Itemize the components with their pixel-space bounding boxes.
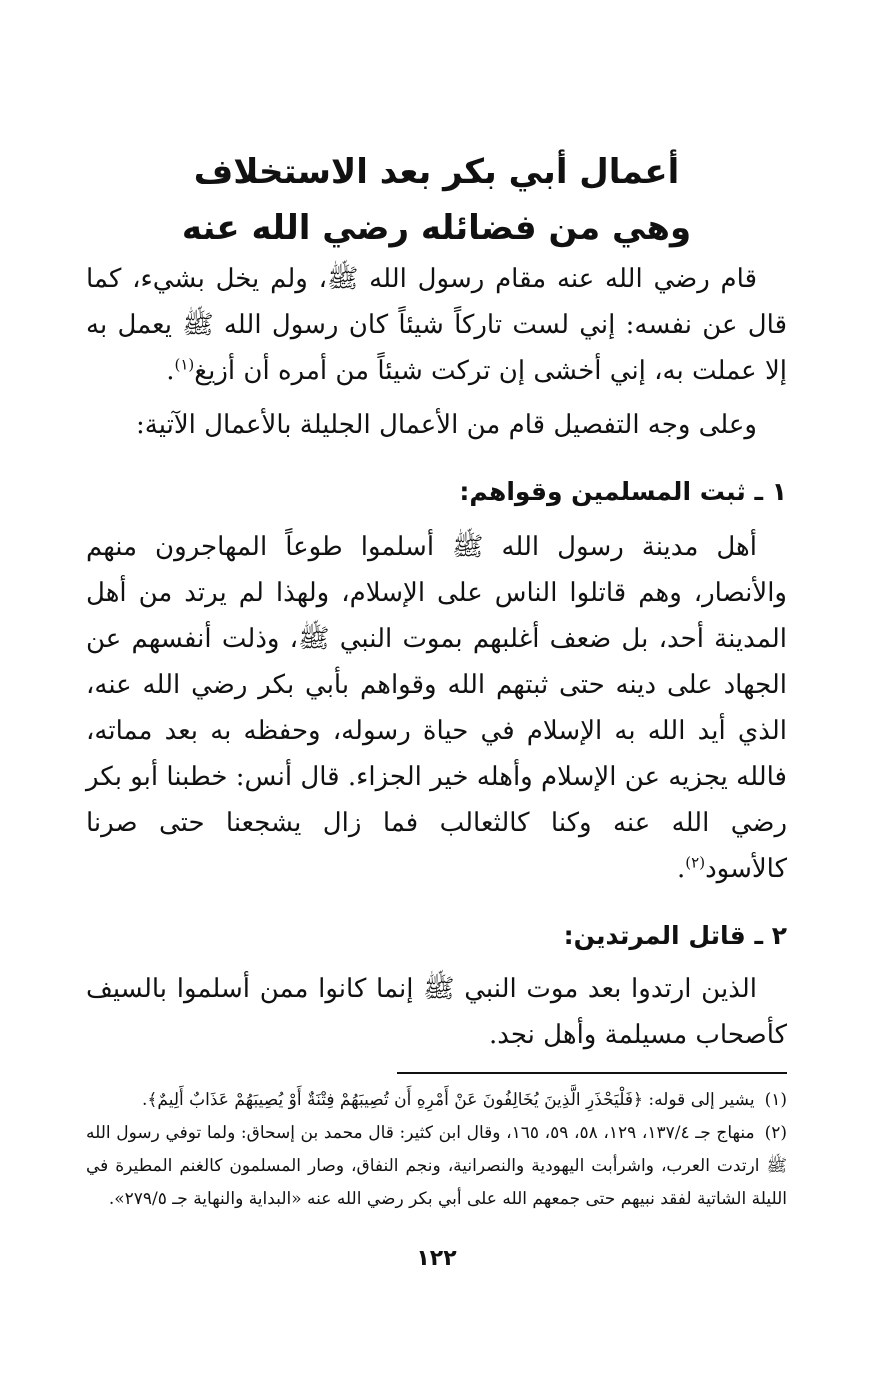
footnote-separator	[397, 1072, 787, 1074]
footnote-1-number: (١)	[764, 1090, 787, 1110]
intro-paragraph-2: وعلى وجه التفصيل قام من الأعمال الجليلة بالأعمال الآتية:	[136, 410, 757, 440]
page-number: ١٢٢	[416, 1246, 457, 1271]
section-1-paragraph-text: أهل مدينة رسول الله ﷺ أسلموا طوعاً المهاجرون منهم والأنصار، وهم قاتلوا الناس على الإسلام، ولهذا لم يرتد من أهل المدينة أحد، بل ضعف أغلبهم بموت النبي ﷺ، وذلت أنفسهم عن الجهاد على دينه حتى ثبتهم الله وقواهم بأبي بكر رضي الله عنه، الذي أيد الله به الإسلام في حياة رسوله، وحفظه به بعد مماته، فالله يجزيه عن الإسلام وأهله خير الجزاء. قال أنس: خطبنا أبو بكر رضي الله عنه وكنا كالثعالب فما زال يشجعنا حتى صرنا كالأسود	[86, 532, 787, 884]
section-2-heading: ٢ ـ قاتل المرتدين:	[563, 921, 787, 950]
section-1-paragraph	[86, 524, 787, 892]
footnote-ref-1[interactable]: (١)	[174, 355, 195, 374]
footnote-2	[86, 1117, 787, 1216]
section-1-paragraph-end: .	[677, 854, 686, 884]
footnote-2-text: منهاج جـ ١٣٧/٤، ١٢٩، ٥٨، ٥٩، ١٦٥، وقال ابن كثير: قال محمد بن إسحاق: ولما توفي رسول الله ﷺ ارتدت العرب، واشرأبت اليهودية والنصرانية، ونجم النفاق، وصار المسلمون كالغنم المطيرة في الليلة الشاتية لفقد نبيهم حتى جمعهم الله على أبي بكر رضي الله عنه «البداية والنهاية جـ ٢٧٩/٥».	[86, 1123, 787, 1209]
footnote-ref-2[interactable]: (٢)	[685, 853, 706, 872]
intro-paragraph-1-text: قام رضي الله عنه مقام رسول الله ﷺ، ولم يخل بشيء، كما قال عن نفسه: إني لست تاركاً شيئاً كان رسول الله ﷺ يعمل به إلا عملت به، إني أخشى إن تركت شيئاً من أمره أن أزيغ	[86, 264, 787, 386]
chapter-title-line1: أعمال أبي بكر بعد الاستخلاف	[193, 152, 680, 192]
footnote-2-number: (٢)	[764, 1123, 788, 1143]
section-1-heading: ١ ـ ثبت المسلمين وقواهم:	[459, 477, 787, 506]
footnote-1-text: يشير إلى قوله: ﴿فَلْيَحْذَرِ الَّذِينَ يُخَالِفُونَ عَنْ أَمْرِهِ أَن تُصِيبَهُمْ فِتْنَةٌ أَوْ يُصِيبَهُمْ عَذَابٌ أَلِيمٌ﴾.	[142, 1090, 755, 1110]
footnote-1	[86, 1084, 787, 1117]
chapter-title-line2: وهي من فضائله رضي الله عنه	[181, 208, 692, 248]
intro-paragraph-1-end: .	[166, 356, 175, 386]
intro-paragraph-1	[86, 256, 787, 394]
section-2-paragraph: الذين ارتدوا بعد موت النبي ﷺ إنما كانوا ممن أسلموا بالسيف كأصحاب مسيلمة وأهل نجد.	[86, 974, 787, 1050]
